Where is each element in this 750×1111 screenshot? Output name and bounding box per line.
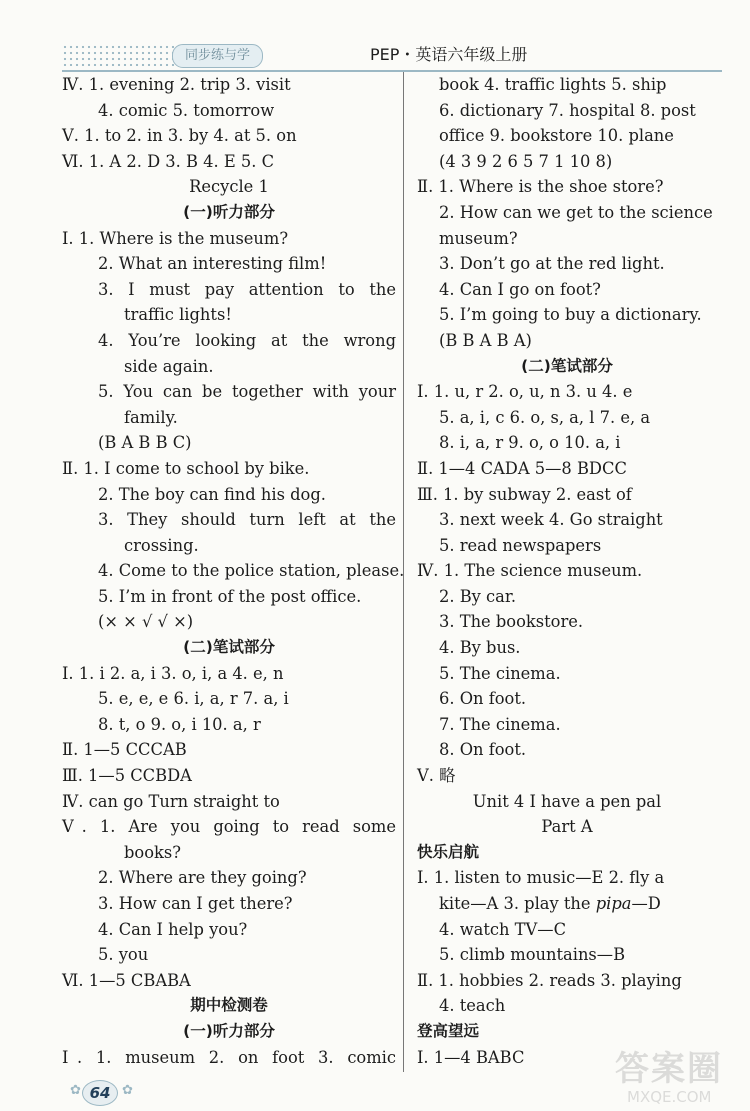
right-column-line: Ⅱ. 1. Where is the shoe store? <box>417 177 664 197</box>
left-column-line: Ⅰ. 1. museum 2. on foot 3. comic <box>62 1047 396 1067</box>
left-column-line: Ⅵ. 1. A 2. D 3. B 4. E 5. C <box>62 151 275 171</box>
right-column-line: Ⅱ. 1. hobbies 2. reads 3. playing <box>417 970 682 990</box>
page-number: 64 <box>82 1080 118 1106</box>
right-column-line: (4 3 9 2 6 5 7 1 10 8) <box>439 151 613 171</box>
left-column-line: Ⅳ. 1. evening 2. trip 3. visit <box>62 75 291 94</box>
right-column-line: Part A <box>541 817 593 837</box>
watermark-url: MXQE.COM <box>627 1088 712 1106</box>
right-column-line: 5. The cinema. <box>439 663 561 683</box>
left-column-line: crossing. <box>124 535 199 555</box>
right-column-line: 登高望远 <box>417 1021 480 1040</box>
right-column-line: museum? <box>439 228 518 248</box>
right-column-line: 8. i, a, r 9. o, o 10. a, i <box>439 433 621 453</box>
watermark-logo: 答案圈 <box>615 1049 723 1089</box>
left-column-line: (一)听力部分 <box>183 202 275 221</box>
right-column-line: Ⅳ. 1. The science museum. <box>417 561 643 581</box>
right-column-line: 4. teach <box>439 996 506 1016</box>
left-column-line: books? <box>124 842 181 862</box>
right-column-line: Unit 4 I have a pen pal <box>472 791 662 811</box>
right-column-line: 6. dictionary 7. hospital 8. post <box>439 100 696 120</box>
right-column-line: 2. How can we get to the science <box>439 202 713 222</box>
left-column-line: 5. I’m in front of the post office. <box>98 586 362 606</box>
right-column-line: 4. By bus. <box>439 638 521 658</box>
left-column-line: 4. Can I help you? <box>98 919 248 939</box>
right-column-line: Ⅰ. 1. listen to music—E 2. fly a <box>417 868 665 888</box>
left-column-line: 8. t, o 9. o, i 10. a, r <box>98 714 261 734</box>
page-header <box>0 0 750 72</box>
right-column-line: 快乐启航 <box>417 842 480 861</box>
left-column-line: Ⅰ. 1. i 2. a, i 3. o, i, a 4. e, n <box>62 663 284 683</box>
left-column-line: Ⅳ. can go Turn straight to <box>62 791 280 811</box>
left-column-line: traffic lights! <box>124 305 232 325</box>
left-column-line: 4. You’re looking at the wrong <box>98 330 396 350</box>
right-column-line: 3. The bookstore. <box>439 612 584 632</box>
right-column-line: Ⅰ. 1. u, r 2. o, u, n 3. u 4. e <box>417 382 633 402</box>
right-column-line: book 4. traffic lights 5. ship <box>439 75 667 94</box>
flower-ornament-icon: ✿ <box>70 1083 81 1098</box>
left-column-line: 2. The boy can find his dog. <box>98 484 326 504</box>
header-dot-pattern <box>62 44 182 66</box>
right-column-line: 5. climb mountains—B <box>439 945 626 965</box>
flower-ornament-icon: ✿ <box>122 1083 133 1098</box>
left-column-line: 3. How can I get there? <box>98 894 293 913</box>
left-column-line: Ⅲ. 1—5 CCBDA <box>62 766 192 786</box>
left-column-line: 3. I must pay attention to the <box>98 279 396 299</box>
right-column-line: 4. watch TV—C <box>439 919 567 939</box>
left-column-line: Ⅴ. 1. Are you going to read some <box>62 817 396 837</box>
left-column-line: 5. e, e, e 6. i, a, r 7. a, i <box>98 689 289 709</box>
left-column-line: (一)听力部分 <box>183 1021 275 1040</box>
right-column-line: 7. The cinema. <box>439 714 561 734</box>
left-column-line: 5. You can be together with your <box>98 382 396 402</box>
left-column-line: Ⅰ. 1. Where is the museum? <box>62 228 289 248</box>
right-column-line: Ⅱ. 1—4 CADA 5—8 BDCC <box>417 458 627 478</box>
right-column <box>417 72 717 1070</box>
left-column-line: side again. <box>124 356 214 376</box>
left-column <box>62 72 405 1070</box>
right-column-line: office 9. bookstore 10. plane <box>439 126 674 146</box>
left-column-line: Ⅴ. 1. to 2. in 3. by 4. at 5. on <box>62 126 297 146</box>
right-column-line: (二)笔试部分 <box>521 356 613 375</box>
right-column-line: 3. next week 4. Go straight <box>439 510 663 530</box>
right-column-line: kite—A 3. play the pipa—D <box>439 894 661 913</box>
left-column-line: 4. Come to the police station, please. <box>98 561 405 581</box>
left-column-line: Ⅱ. 1—5 CCCAB <box>62 740 187 760</box>
header-series-badge: 同步练与学 <box>172 44 263 68</box>
right-column-line: 6. On foot. <box>439 689 527 709</box>
left-column-line: 3. They should turn left at the <box>98 510 396 530</box>
left-column-line: Ⅱ. 1. I come to school by bike. <box>62 458 310 478</box>
left-column-line: 4. comic 5. tomorrow <box>98 100 275 120</box>
left-column-line: 期中检测卷 <box>190 996 268 1015</box>
right-column-line: 5. read newspapers <box>439 535 602 555</box>
left-column-line: 5. you <box>98 945 149 965</box>
right-column-line: (B B A B A) <box>439 330 532 350</box>
left-column-line: (二)笔试部分 <box>183 638 275 657</box>
right-column-line: 3. Don’t go at the red light. <box>439 254 665 274</box>
right-column-line: 4. Can I go on foot? <box>439 279 601 299</box>
left-column-line: 2. Where are they going? <box>98 868 307 888</box>
right-column-line: 5. a, i, c 6. o, s, a, l 7. e, a <box>439 407 651 427</box>
header-book-title: PEP・英语六年级上册 <box>370 45 528 64</box>
right-column-line: 8. On foot. <box>439 740 527 760</box>
left-column-line: (B A B B C) <box>98 433 192 453</box>
left-column-line: Recycle 1 <box>189 177 269 197</box>
right-column-line: Ⅴ. 略 <box>417 766 456 786</box>
right-column-line: 2. By car. <box>439 586 517 606</box>
left-column-line: 2. What an interesting film! <box>98 254 327 274</box>
left-column-line: (× × √ √ ×) <box>98 612 194 632</box>
left-column-line: family. <box>124 407 178 427</box>
right-column-line: 5. I’m going to buy a dictionary. <box>439 305 702 325</box>
left-column-line: Ⅵ. 1—5 CBABA <box>62 970 191 990</box>
right-column-line: Ⅰ. 1—4 BABC <box>417 1047 525 1067</box>
watermark <box>615 1050 745 1108</box>
right-column-line: Ⅲ. 1. by subway 2. east of <box>417 484 632 504</box>
